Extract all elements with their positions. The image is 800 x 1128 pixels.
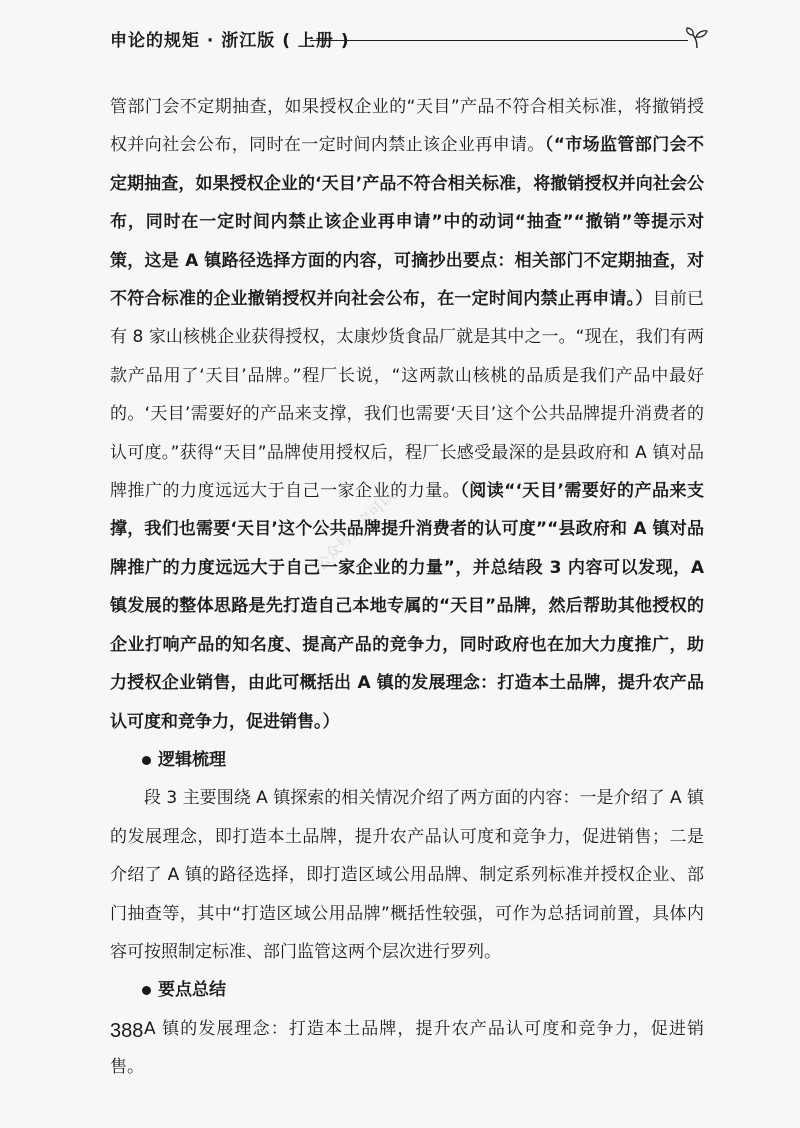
header-rule [310, 40, 688, 41]
summary-paragraph: A 镇的发展理念：打造本土品牌，提升农产品认可度和竞争力，促进销售。 [110, 1018, 704, 1078]
paragraph-text: 管部门会不定期抽查，如果授权企业的“天目”产品不符合相关标准，将撤销授权并向社会公布，同时在一定时间内禁止该企业再申请。 [110, 97, 704, 156]
page-number: 388 [110, 1020, 144, 1042]
paragraph-text-continued: 目前已有 8 家山核桃企业获得授权，太康炒货食品厂就是其中之一。“现在，我们有两款产品用了‘天目’品牌。”程厂长说，“这两款山核桃的品质是我们产品中最好的。‘天目’需要好的产品来支撑，我们也需要‘天目’这个公共品牌提升消费者的认可度。”获得“天目”品牌使用授权后，程厂长感受最深的是县政府和 A 镇对品牌推广的力度远远大于自己一家企业的力量。 [110, 289, 705, 502]
logic-paragraph: 段 3 主要围绕 A 镇探索的相关情况介绍了两方面的内容：一是介绍了 A 镇的发展理念，即打造本土品牌，提升农产品认可度和竞争力，促进销售；二是介绍了 A 镇的路径选择，即打造区域公用品牌、制定系列标准并授权企业、部门抽查等，其中“打造区域公用品牌”概括性较强，可作为总括词前置，具体内容可按照制定标准、部门监管这两个层次进行罗列。 [110, 788, 704, 962]
watermark-text: 公众号微宝可以 [311, 487, 399, 575]
paragraph-main [110, 88, 704, 741]
annotation-bold: （“市场监管部门会不定期抽查，如果授权企业的‘天目’产品不符合相关标准，将撤销授权并向社会公布，同时在一定时间内禁止该企业再申请”中的动词“抽查”“撤销”等提示对策，这是 A 镇路径选择方面的内容，可摘抄出要点：相关部门不定期抽查，对不符合标准的企业撤销授权并向社会公布，在一定时间内禁止再申请。） [110, 135, 704, 310]
annotation-bold-2: （阅读“‘天目’需要好的产品来支撑，我们也需要‘天目’这个公共品牌提升消费者的认可度”“县政府和 A 镇对品牌推广的力度远远大于自己一家企业的力量”，并总结段 3 内容可以发现，A 镇发展的整体思路是先打造自己本地专属的“天目”品牌，然后帮助其他授权的企业打响产品的知名度、提高产品的竞争力，同时政府也在加大力度推广，助力授权企业销售，由此可概括出 A 镇的发展理念：打造本土品牌，提升农产品认可度和竞争力，促进销售。） [110, 481, 705, 732]
sprout-icon [684, 24, 710, 50]
section-logic-title: 逻辑梳理 [110, 741, 704, 779]
page-body [110, 88, 704, 1087]
bullet-icon [142, 756, 151, 765]
section-summary-title: 要点总结 [110, 971, 704, 1009]
running-header [110, 24, 710, 54]
book-title: 申论的规矩 · 浙江版 ( 上册 ) [110, 31, 350, 51]
